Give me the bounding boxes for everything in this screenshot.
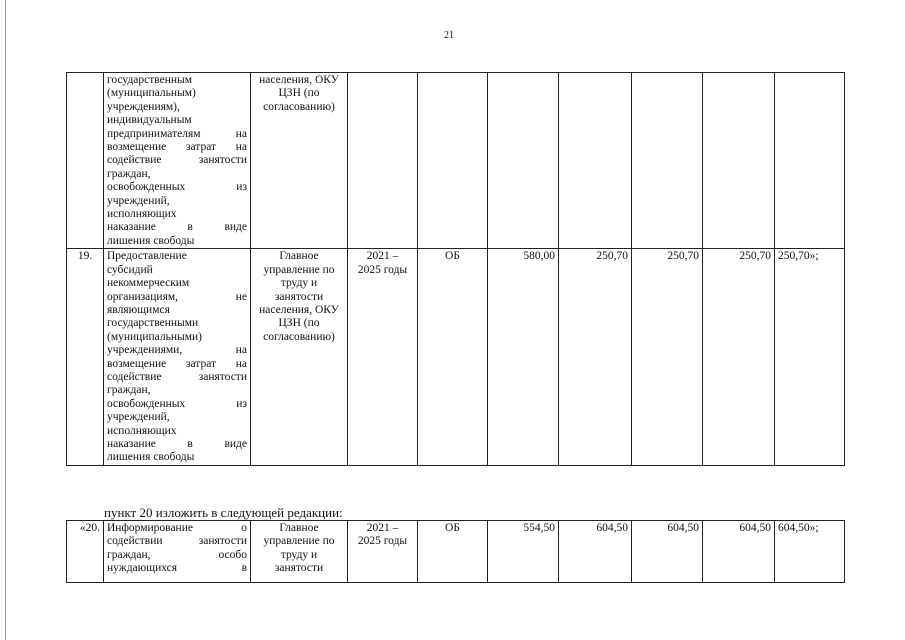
page-number: 21 (444, 30, 454, 41)
desc-line: лишения свободы (107, 234, 195, 247)
period-line: 2021 – (366, 250, 399, 263)
desc-line: возмещение затрат на (107, 141, 247, 154)
desc-line: наказание в виде (107, 221, 247, 234)
cell-description (104, 521, 251, 583)
resp-line: согласованию) (263, 330, 335, 343)
desc-line: лишения свободы (107, 451, 195, 464)
desc-line: граждан, (107, 384, 151, 397)
table-row-19 (67, 249, 845, 466)
amendment-instruction: пункт 20 изложить в следующей редакции: (104, 505, 343, 520)
desc-line: наказание в виде (107, 437, 247, 450)
cell-empty (632, 73, 703, 249)
desc-line: содействии занятости (107, 535, 247, 548)
resp-line: ЦЗН (по (278, 317, 320, 330)
desc-line: граждан, (107, 167, 151, 180)
cell-description (104, 249, 251, 466)
desc-line: некоммерческим (107, 277, 190, 290)
desc-line: освобожденных из (107, 397, 247, 410)
period-line: 2025 годы (357, 535, 408, 548)
desc-line: Предоставление (107, 250, 187, 263)
cell-value-3: 250,70 (632, 249, 703, 466)
desc-line: возмещение затрат на (107, 357, 247, 370)
resp-line: населения, ОКУ (259, 303, 339, 316)
cell-empty (348, 73, 418, 249)
resp-line: согласованию) (263, 100, 335, 113)
cell-period (348, 521, 418, 583)
desc-line: учреждениями, на (107, 344, 247, 357)
desc-line: (муниципальным) (107, 87, 196, 100)
program-table-bottom (66, 520, 845, 583)
cell-num-empty (67, 73, 104, 249)
resp-line: Главное (279, 522, 319, 534)
desc-line: исполняющих (107, 424, 177, 437)
cell-value-5: 604,50»; (775, 521, 845, 583)
resp-line: населения, ОКУ (259, 74, 339, 86)
cell-num: «20. (67, 521, 104, 583)
resp-line: труду и (280, 548, 318, 561)
cell-value-5: 250,70»; (775, 249, 845, 466)
desc-line: (муниципальными) (107, 330, 202, 343)
cell-value-2: 604,50 (559, 521, 632, 583)
desc-line: учреждениям), (107, 100, 180, 113)
resp-line: управление по (263, 263, 335, 276)
cell-value-1: 580,00 (488, 249, 559, 466)
table-row-continuation (67, 73, 845, 249)
resp-line: занятости (274, 290, 324, 303)
cell-value-3: 604,50 (632, 521, 703, 583)
cell-empty (418, 73, 488, 249)
cell-value-2: 250,70 (559, 249, 632, 466)
cell-value-4: 250,70 (703, 249, 775, 466)
cell-responsible (251, 521, 348, 583)
desc-line: исполняющих (107, 208, 177, 221)
desc-line: предпринимателям на (107, 127, 247, 140)
cell-value-4: 604,50 (703, 521, 775, 583)
cell-empty (488, 73, 559, 249)
scan-edge-line (5, 0, 6, 640)
resp-line: Главное (279, 250, 319, 263)
period-line: 2025 годы (357, 263, 408, 276)
resp-line: занятости (274, 562, 324, 575)
desc-line: учреждений, (107, 411, 170, 424)
cell-empty (775, 73, 845, 249)
cell-empty (703, 73, 775, 249)
cell-num: 19. (67, 249, 104, 466)
desc-line: являющимся (107, 303, 170, 316)
desc-line: граждан, особо (107, 548, 247, 561)
cell-source: ОБ (418, 521, 488, 583)
desc-line: организациям, не (107, 290, 247, 303)
desc-line: освобожденных из (107, 181, 247, 194)
table-row-20 (67, 521, 845, 583)
program-table-top (66, 72, 845, 466)
desc-line: Информирование о (107, 522, 247, 534)
desc-line: индивидуальным (107, 114, 192, 127)
cell-responsible (251, 73, 348, 249)
resp-line: труду и (280, 277, 318, 290)
desc-line: нуждающихся в (107, 562, 247, 575)
cell-value-1: 554,50 (488, 521, 559, 583)
desc-line: государственным (107, 74, 193, 86)
cell-period (348, 249, 418, 466)
desc-line: государственными (107, 317, 199, 330)
cell-description (104, 73, 251, 249)
desc-line: субсидий (107, 263, 153, 276)
desc-line: содействие занятости (107, 154, 247, 167)
cell-responsible (251, 249, 348, 466)
resp-line: управление по (263, 535, 335, 548)
resp-line: ЦЗН (по (278, 87, 320, 100)
cell-empty (559, 73, 632, 249)
desc-line: учреждений, (107, 194, 170, 207)
cell-source: ОБ (418, 249, 488, 466)
desc-line: содействие занятости (107, 370, 247, 383)
period-line: 2021 – (366, 522, 399, 534)
